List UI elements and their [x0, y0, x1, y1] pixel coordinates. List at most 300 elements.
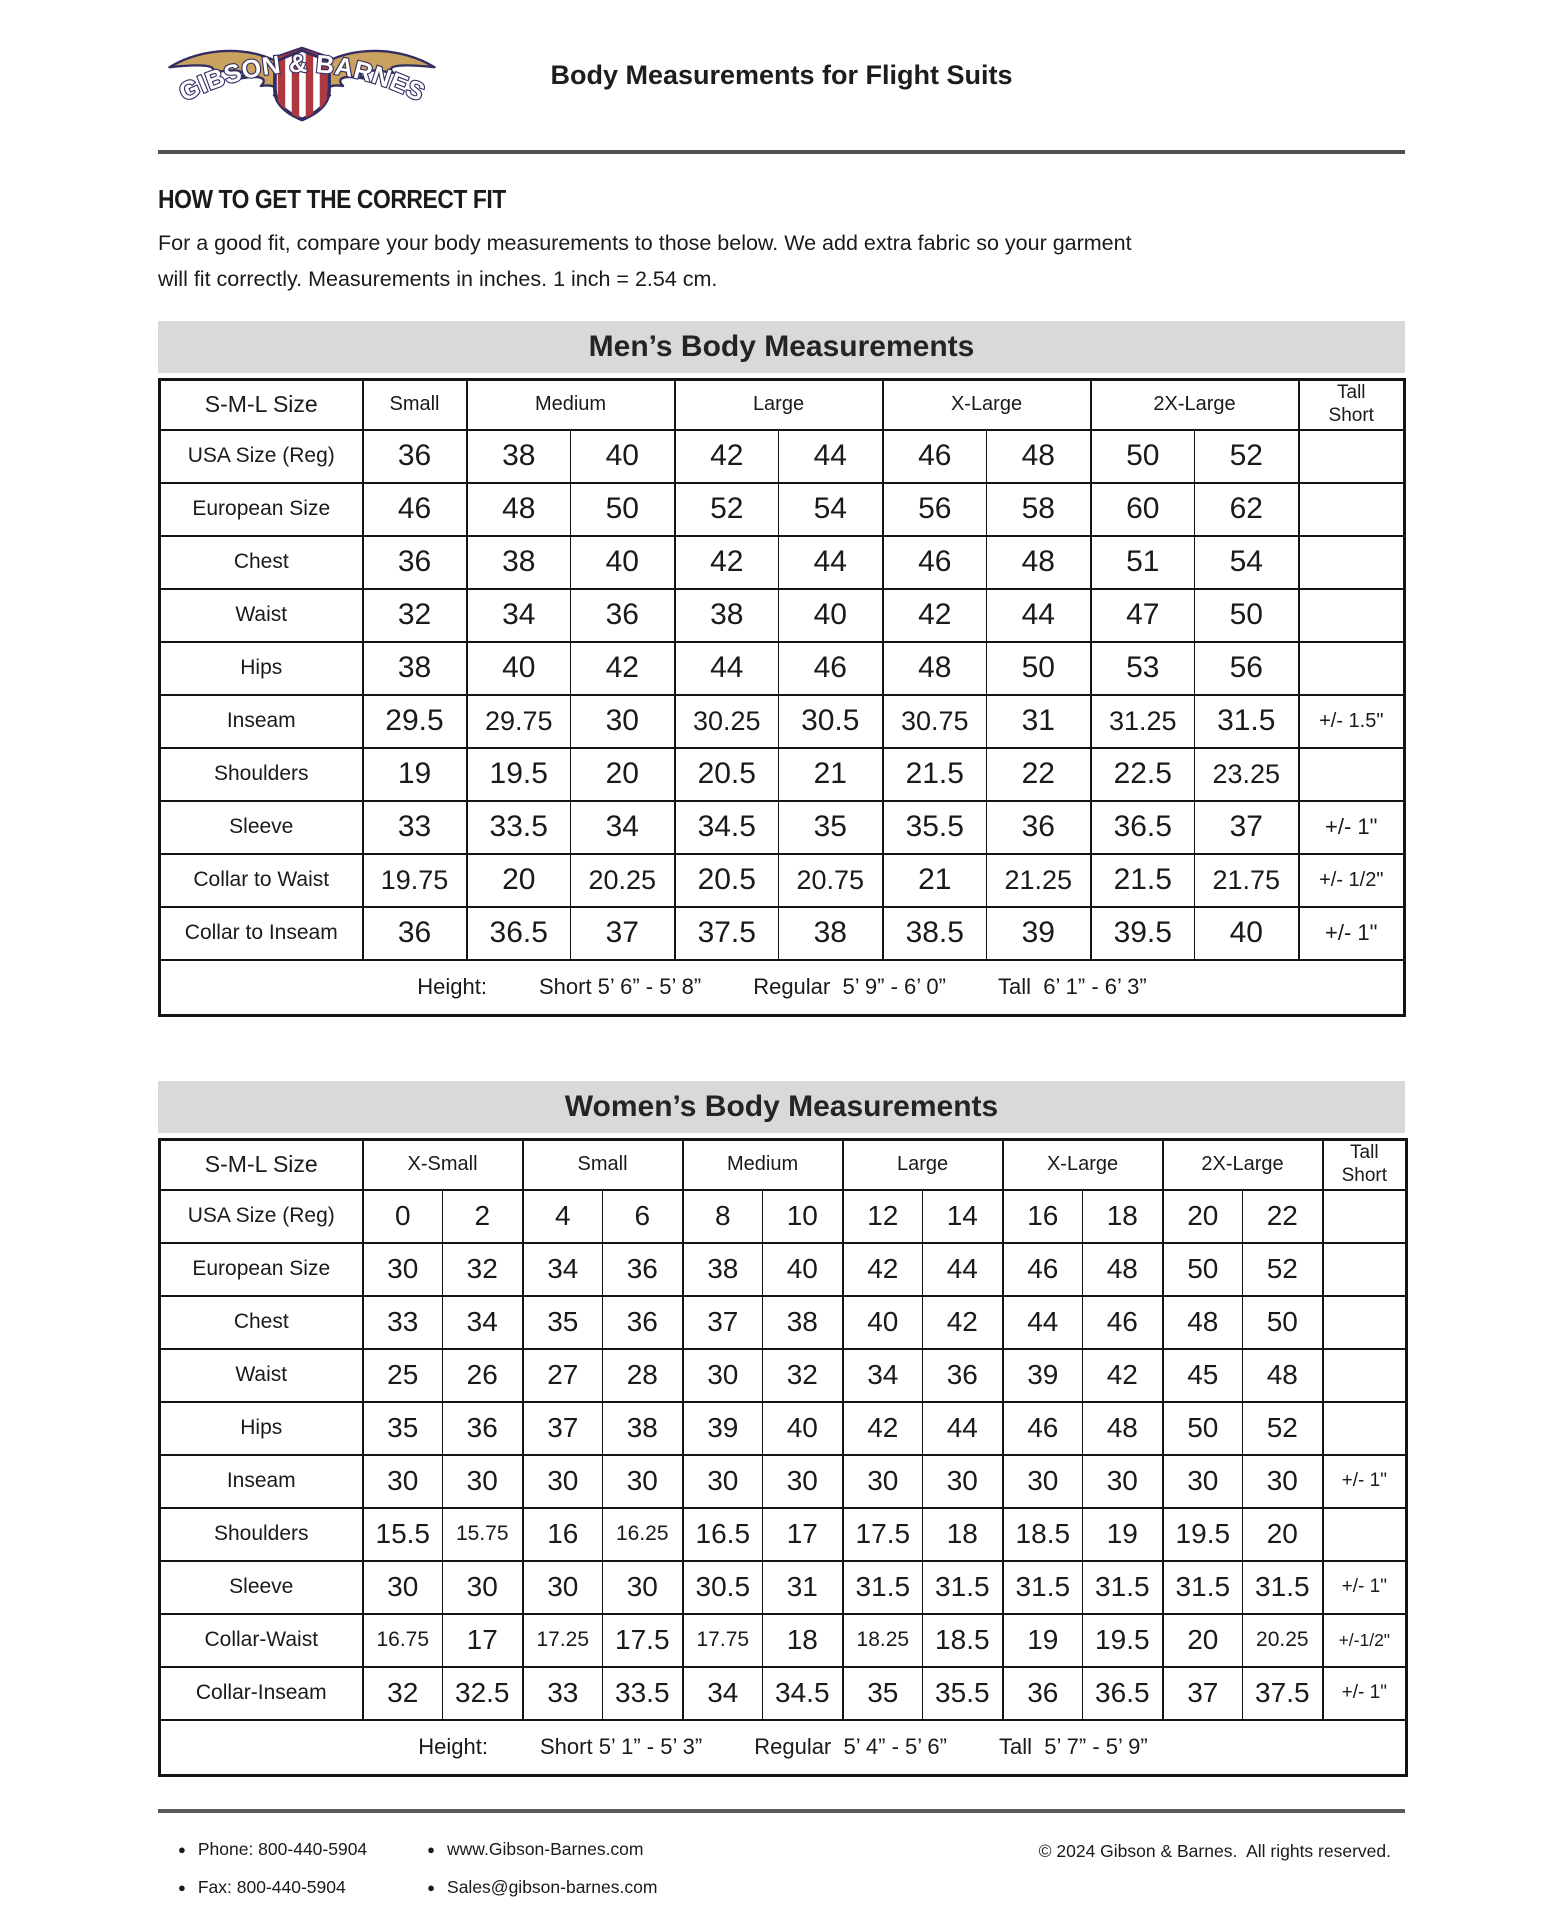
womens-measurements-section [158, 1081, 1405, 1777]
table-row [160, 1349, 1407, 1402]
row-label-cell: European Size [160, 1243, 363, 1296]
measurement-cell: 36.5 [1083, 1667, 1163, 1720]
measurement-cell: 62 [1195, 483, 1299, 536]
measurement-cell: 33 [523, 1667, 603, 1720]
tolerance-cell [1323, 1296, 1407, 1349]
measurement-cell: 34.5 [675, 801, 779, 854]
intro-line-1: For a good fit, compare your body measurements to those below. We add extra fabric so your garment [158, 231, 1132, 255]
corner-cell: S-M-L Size [160, 380, 363, 430]
measurement-cell: 48 [1083, 1243, 1163, 1296]
measurement-cell: 16.5 [683, 1508, 763, 1561]
tall-short-line: Tall [1337, 382, 1366, 404]
measurement-cell: 42 [843, 1402, 923, 1455]
tall-short-header [1323, 1140, 1407, 1190]
measurement-cell: 44 [923, 1402, 1003, 1455]
measurement-cell: 21.25 [987, 854, 1091, 907]
measurement-cell: 40 [779, 589, 883, 642]
row-label-cell: Hips [160, 642, 363, 695]
womens-table-title: Women’s Body Measurements [158, 1081, 1405, 1133]
measurement-cell: 21.75 [1195, 854, 1299, 907]
measurement-cell: 36.5 [1091, 801, 1195, 854]
tolerance-cell [1323, 1243, 1407, 1296]
measurement-cell: 32 [763, 1349, 843, 1402]
row-label-cell: Shoulders [160, 748, 363, 801]
measurement-cell: 39.5 [1091, 907, 1195, 960]
measurement-cell: 30.25 [675, 695, 779, 748]
measurement-cell: 32.5 [443, 1667, 523, 1720]
measurement-cell: 56 [883, 483, 987, 536]
copyright-text: © 2024 Gibson & Barnes. All rights reserved. [1038, 1841, 1391, 1861]
tolerance-cell [1299, 589, 1405, 642]
measurement-cell: 42 [675, 430, 779, 483]
header-divider [158, 150, 1405, 154]
measurement-cell: 38 [363, 642, 467, 695]
measurement-cell: 46 [883, 430, 987, 483]
height-range: Regular 5’ 4” - 5’ 6” [754, 1734, 947, 1760]
measurement-cell: 4 [523, 1190, 603, 1243]
measurement-cell: 50 [1163, 1402, 1243, 1455]
measurement-cell: 36 [603, 1296, 683, 1349]
size-group-header: Large [675, 380, 883, 430]
measurement-cell: 27 [523, 1349, 603, 1402]
womens-measurements-table [158, 1138, 1408, 1777]
measurement-cell: 36 [363, 536, 467, 589]
measurement-cell: 46 [363, 483, 467, 536]
measurement-cell: 30 [1083, 1455, 1163, 1508]
measurement-cell: 30.5 [779, 695, 883, 748]
measurement-cell: 31.5 [1163, 1561, 1243, 1614]
measurement-cell: 36 [987, 801, 1091, 854]
table-row [160, 1455, 1407, 1508]
measurement-cell: 20.5 [675, 854, 779, 907]
bullet-icon: ● [178, 1842, 186, 1857]
measurement-cell: 36 [363, 907, 467, 960]
height-range: Short 5’ 1” - 5’ 3” [540, 1734, 703, 1760]
measurement-cell: 46 [779, 642, 883, 695]
height-ranges [161, 974, 1403, 1000]
measurement-cell: 20.5 [675, 748, 779, 801]
measurement-cell: 20 [571, 748, 675, 801]
row-label-cell: Inseam [160, 1455, 363, 1508]
measurement-cell: 18.5 [923, 1614, 1003, 1667]
measurement-cell: 30 [1003, 1455, 1083, 1508]
height-row-cell [160, 960, 1405, 1016]
measurement-cell: 22 [1243, 1190, 1323, 1243]
measurement-cell: 31.5 [1195, 695, 1299, 748]
logo-text: GIBSON & BARNES [174, 49, 430, 108]
measurement-cell: 20.25 [571, 854, 675, 907]
height-row [160, 1720, 1407, 1776]
measurement-cell: 36 [1003, 1667, 1083, 1720]
height-ranges [161, 1734, 1405, 1760]
measurement-cell: 42 [883, 589, 987, 642]
measurement-cell: 30 [843, 1455, 923, 1508]
table-row [160, 1190, 1407, 1243]
table-row [160, 1243, 1407, 1296]
measurement-cell: 17.75 [683, 1614, 763, 1667]
table-row [160, 1508, 1407, 1561]
measurement-cell: 19.5 [1083, 1614, 1163, 1667]
measurement-cell: 15.75 [443, 1508, 523, 1561]
table-row [160, 854, 1405, 907]
measurement-cell: 42 [843, 1243, 923, 1296]
measurement-cell: 38 [603, 1402, 683, 1455]
footer-fax [178, 1877, 367, 1898]
measurement-cell: 6 [603, 1190, 683, 1243]
measurement-cell: 33.5 [467, 801, 571, 854]
measurement-cell: 36 [603, 1243, 683, 1296]
measurement-cell: 40 [843, 1296, 923, 1349]
measurement-cell: 40 [467, 642, 571, 695]
tolerance-cell [1323, 1190, 1407, 1243]
measurement-cell: 34 [571, 801, 675, 854]
measurement-cell: 20.25 [1243, 1614, 1323, 1667]
measurement-cell: 15.5 [363, 1508, 443, 1561]
measurement-cell: 54 [1195, 536, 1299, 589]
measurement-cell: 33.5 [603, 1667, 683, 1720]
measurement-cell: 42 [923, 1296, 1003, 1349]
measurement-cell: 34 [843, 1349, 923, 1402]
measurement-cell: 34 [467, 589, 571, 642]
measurement-cell: 44 [987, 589, 1091, 642]
measurement-cell: 30 [363, 1243, 443, 1296]
measurement-cell: 35 [523, 1296, 603, 1349]
page-content [158, 0, 1405, 1898]
measurement-cell: 37 [571, 907, 675, 960]
measurement-cell: 42 [571, 642, 675, 695]
row-label-cell: Collar to Waist [160, 854, 363, 907]
measurement-cell: 25 [363, 1349, 443, 1402]
measurement-cell: 18 [763, 1614, 843, 1667]
measurement-cell: 35 [779, 801, 883, 854]
measurement-cell: 16 [1003, 1190, 1083, 1243]
email-text: Sales@gibson-barnes.com [447, 1877, 658, 1897]
measurement-cell: 20 [1163, 1614, 1243, 1667]
measurement-cell: 39 [987, 907, 1091, 960]
table-row [160, 1667, 1407, 1720]
measurement-cell: 22.5 [1091, 748, 1195, 801]
measurement-cell: 10 [763, 1190, 843, 1243]
measurement-cell: 30.75 [883, 695, 987, 748]
measurement-cell: 30 [443, 1561, 523, 1614]
measurement-cell: 53 [1091, 642, 1195, 695]
measurement-cell: 30 [683, 1349, 763, 1402]
mens-measurements-section [158, 321, 1405, 1017]
height-range: Tall 5’ 7” - 5’ 9” [999, 1734, 1148, 1760]
table-row [160, 748, 1405, 801]
measurement-cell: 14 [923, 1190, 1003, 1243]
measurement-cell: 21 [779, 748, 883, 801]
measurement-cell: 52 [1195, 430, 1299, 483]
height-row-cell [160, 1720, 1407, 1776]
measurement-cell: 36 [571, 589, 675, 642]
tolerance-cell: +/- 1" [1299, 907, 1405, 960]
measurement-cell: 26 [443, 1349, 523, 1402]
height-label: Height: [418, 1734, 488, 1760]
measurement-cell: 40 [1195, 907, 1299, 960]
table-row [160, 1402, 1407, 1455]
measurement-cell: 17.5 [603, 1614, 683, 1667]
measurement-cell: 37.5 [1243, 1667, 1323, 1720]
measurement-cell: 50 [1243, 1296, 1323, 1349]
measurement-cell: 46 [1003, 1243, 1083, 1296]
measurement-cell: 30 [523, 1561, 603, 1614]
measurement-cell: 28 [603, 1349, 683, 1402]
measurement-cell: 37 [1163, 1667, 1243, 1720]
measurement-cell: 50 [1091, 430, 1195, 483]
measurement-cell: 48 [883, 642, 987, 695]
measurement-cell: 33 [363, 1296, 443, 1349]
measurement-cell: 48 [987, 430, 1091, 483]
size-group-header: 2X-Large [1091, 380, 1299, 430]
tolerance-cell [1299, 430, 1405, 483]
measurement-cell: 52 [1243, 1243, 1323, 1296]
measurement-cell: 48 [1243, 1349, 1323, 1402]
corner-cell: S-M-L Size [160, 1140, 363, 1190]
measurement-cell: 54 [779, 483, 883, 536]
table-row [160, 430, 1405, 483]
measurement-cell: 50 [1195, 589, 1299, 642]
footer-contact-col-2 [427, 1839, 657, 1898]
measurement-cell: 19 [1003, 1614, 1083, 1667]
measurement-cell: 30 [1163, 1455, 1243, 1508]
intro-section [158, 184, 1405, 297]
measurement-cell: 38 [467, 536, 571, 589]
measurement-cell: 0 [363, 1190, 443, 1243]
measurement-cell: 23.25 [1195, 748, 1299, 801]
table-row [160, 801, 1405, 854]
measurement-cell: 31.5 [923, 1561, 1003, 1614]
measurement-cell: 17 [763, 1508, 843, 1561]
tolerance-cell [1323, 1402, 1407, 1455]
measurement-cell: 18 [1083, 1190, 1163, 1243]
measurement-cell: 39 [1003, 1349, 1083, 1402]
measurement-cell: 12 [843, 1190, 923, 1243]
measurement-cell: 17 [443, 1614, 523, 1667]
table-row [160, 695, 1405, 748]
measurement-cell: 56 [1195, 642, 1299, 695]
measurement-cell: 38 [467, 430, 571, 483]
tolerance-cell: +/-1/2" [1323, 1614, 1407, 1667]
measurement-cell: 47 [1091, 589, 1195, 642]
measurement-cell: 31.5 [843, 1561, 923, 1614]
footer-divider [158, 1809, 1405, 1813]
measurement-cell: 31.5 [1003, 1561, 1083, 1614]
tolerance-cell [1323, 1508, 1407, 1561]
measurement-cell: 31.25 [1091, 695, 1195, 748]
measurement-cell: 31 [987, 695, 1091, 748]
measurement-cell: 17.25 [523, 1614, 603, 1667]
measurement-cell: 45 [1163, 1349, 1243, 1402]
measurement-cell: 50 [987, 642, 1091, 695]
measurement-cell: 30.5 [683, 1561, 763, 1614]
bullet-icon: ● [427, 1880, 436, 1895]
measurement-cell: 30 [603, 1455, 683, 1508]
fax-text: Fax: 800-440-5904 [197, 1877, 346, 1897]
height-range: Regular 5’ 9” - 6’ 0” [753, 974, 946, 1000]
row-label-cell: Shoulders [160, 1508, 363, 1561]
measurement-cell: 30 [523, 1455, 603, 1508]
measurement-cell: 44 [675, 642, 779, 695]
tolerance-cell [1299, 483, 1405, 536]
measurement-cell: 46 [1003, 1402, 1083, 1455]
tolerance-cell [1299, 748, 1405, 801]
measurement-cell: 30 [683, 1455, 763, 1508]
tolerance-cell [1299, 642, 1405, 695]
size-group-header: 2X-Large [1163, 1140, 1323, 1190]
table-row [160, 536, 1405, 589]
website-text: www.Gibson-Barnes.com [447, 1839, 644, 1859]
tolerance-cell: +/- 1/2" [1299, 854, 1405, 907]
row-label-cell: Collar-Inseam [160, 1667, 363, 1720]
measurement-cell: 52 [1243, 1402, 1323, 1455]
tall-short-line: Short [1341, 1164, 1387, 1186]
measurement-cell: 30 [603, 1561, 683, 1614]
measurement-cell: 48 [467, 483, 571, 536]
measurement-cell: 32 [363, 1667, 443, 1720]
measurement-cell: 32 [443, 1243, 523, 1296]
measurement-cell: 2 [443, 1190, 523, 1243]
tall-short-line: Tall [1350, 1142, 1379, 1164]
measurement-cell: 50 [1163, 1243, 1243, 1296]
document-header [158, 0, 1405, 150]
measurement-cell: 30 [443, 1455, 523, 1508]
measurement-cell: 38 [683, 1243, 763, 1296]
page-title: Body Measurements for Flight Suits [550, 60, 1013, 90]
measurement-cell: 38 [779, 907, 883, 960]
measurement-cell: 58 [987, 483, 1091, 536]
measurement-cell: 17.5 [843, 1508, 923, 1561]
intro-line-2: will fit correctly. Measurements in inches. 1 inch = 2.54 cm. [158, 267, 718, 291]
measurement-cell: 20 [1163, 1190, 1243, 1243]
size-group-header: Small [523, 1140, 683, 1190]
section-heading: HOW TO GET THE CORRECT FIT [158, 184, 506, 214]
size-group-header: Small [363, 380, 467, 430]
measurement-cell: 30 [571, 695, 675, 748]
measurement-cell: 30 [1243, 1455, 1323, 1508]
measurement-cell: 21.5 [1091, 854, 1195, 907]
measurement-cell: 46 [883, 536, 987, 589]
footer-email [427, 1877, 657, 1898]
row-label-cell: Waist [160, 1349, 363, 1402]
measurement-cell: 48 [987, 536, 1091, 589]
tolerance-cell: +/- 1.5" [1299, 695, 1405, 748]
measurement-cell: 36.5 [467, 907, 571, 960]
measurement-cell: 16.75 [363, 1614, 443, 1667]
measurement-cell: 32 [363, 589, 467, 642]
footer-website [427, 1839, 657, 1860]
measurement-cell: 21.5 [883, 748, 987, 801]
tall-short-header [1299, 380, 1405, 430]
tall-short-line: Short [1328, 404, 1374, 426]
table-row [160, 1296, 1407, 1349]
size-group-header: X-Small [363, 1140, 523, 1190]
table-row [160, 1614, 1407, 1667]
measurement-cell: 34 [683, 1667, 763, 1720]
height-range: Tall 6’ 1” - 6’ 3” [997, 974, 1147, 1000]
measurement-cell: 19.75 [363, 854, 467, 907]
measurement-cell: 19 [1083, 1508, 1163, 1561]
measurement-cell: 35.5 [883, 801, 987, 854]
measurement-cell: 36 [443, 1402, 523, 1455]
measurement-cell: 31.5 [1243, 1561, 1323, 1614]
row-label-cell: USA Size (Reg) [160, 1190, 363, 1243]
footer-contact-columns [178, 1839, 657, 1898]
size-group-header: Large [843, 1140, 1003, 1190]
measurement-cell: 33 [363, 801, 467, 854]
measurement-cell: 40 [763, 1402, 843, 1455]
measurement-cell: 16 [523, 1508, 603, 1561]
measurement-cell: 20 [1243, 1508, 1323, 1561]
mens-table-title: Men’s Body Measurements [158, 321, 1405, 373]
measurement-cell: 37 [1195, 801, 1299, 854]
measurement-cell: 37 [683, 1296, 763, 1349]
row-label-cell: Collar-Waist [160, 1614, 363, 1667]
measurement-cell: 31 [763, 1561, 843, 1614]
document-footer [158, 1839, 1405, 1898]
mens-measurements-table [158, 378, 1406, 1017]
measurement-cell: 40 [763, 1243, 843, 1296]
tolerance-cell: +/- 1" [1323, 1561, 1407, 1614]
height-row [160, 960, 1405, 1016]
bullet-icon: ● [427, 1842, 436, 1857]
size-group-header: X-Large [883, 380, 1091, 430]
row-label-cell: USA Size (Reg) [160, 430, 363, 483]
table-row [160, 907, 1405, 960]
measurement-cell: 38 [675, 589, 779, 642]
tolerance-cell [1323, 1349, 1407, 1402]
measurement-cell: 38 [763, 1296, 843, 1349]
row-label-cell: European Size [160, 483, 363, 536]
measurement-cell: 29.75 [467, 695, 571, 748]
row-label-cell: Waist [160, 589, 363, 642]
measurement-cell: 34 [523, 1243, 603, 1296]
measurement-cell: 42 [675, 536, 779, 589]
measurement-cell: 34.5 [763, 1667, 843, 1720]
measurement-cell: 50 [571, 483, 675, 536]
measurement-cell: 40 [571, 536, 675, 589]
phone-text: Phone: 800-440-5904 [197, 1839, 368, 1859]
table-header-row [160, 380, 1405, 430]
measurement-cell: 38.5 [883, 907, 987, 960]
measurement-cell: 46 [1083, 1296, 1163, 1349]
measurement-cell: 19.5 [467, 748, 571, 801]
row-label-cell: Chest [160, 536, 363, 589]
table-row [160, 589, 1405, 642]
bullet-icon: ● [178, 1880, 186, 1895]
measurement-cell: 20 [467, 854, 571, 907]
tolerance-cell: +/- 1" [1323, 1455, 1407, 1508]
measurement-cell: 31.5 [1083, 1561, 1163, 1614]
measurement-cell: 16.25 [603, 1508, 683, 1561]
row-label-cell: Inseam [160, 695, 363, 748]
measurement-cell: 51 [1091, 536, 1195, 589]
tolerance-cell: +/- 1" [1299, 801, 1405, 854]
measurement-cell: 18 [923, 1508, 1003, 1561]
size-group-header: Medium [683, 1140, 843, 1190]
measurement-cell: 40 [571, 430, 675, 483]
intro-paragraph [158, 225, 1405, 297]
measurement-cell: 8 [683, 1190, 763, 1243]
measurement-cell: 37.5 [675, 907, 779, 960]
height-label: Height: [417, 974, 487, 1000]
tolerance-cell: +/- 1" [1323, 1667, 1407, 1720]
measurement-cell: 30 [923, 1455, 1003, 1508]
measurement-cell: 48 [1163, 1296, 1243, 1349]
height-range: Short 5’ 6” - 5’ 8” [538, 974, 702, 1000]
measurement-cell: 35 [843, 1667, 923, 1720]
footer-contact-col-1 [178, 1839, 367, 1898]
